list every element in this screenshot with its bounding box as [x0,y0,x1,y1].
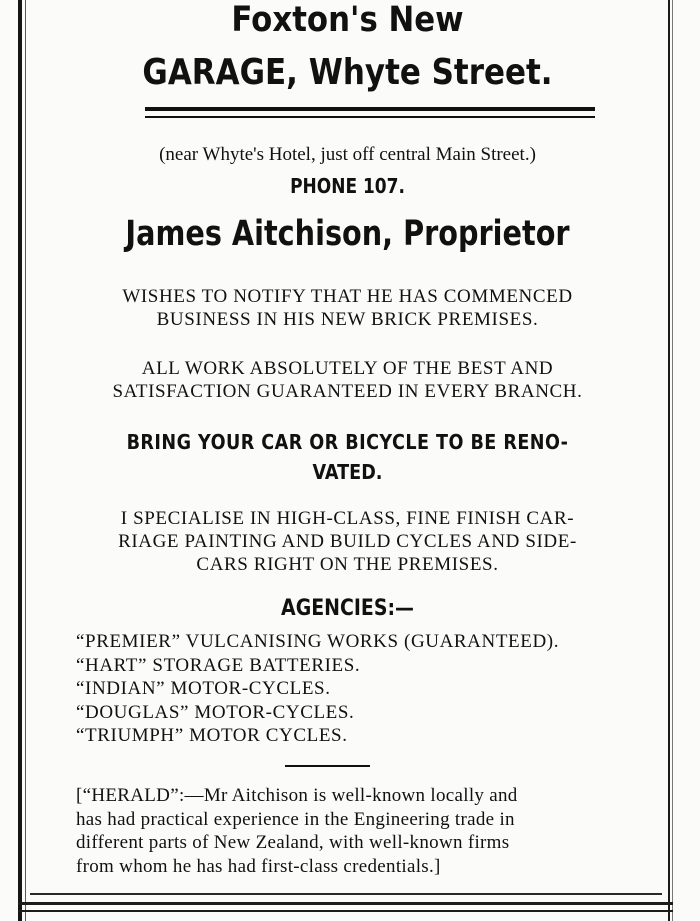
phone-number: PHONE 107. [290,174,405,198]
agency-item: “DOUGLAS” MOTOR-CYCLES. [76,701,355,723]
herald-line: has had practical experience in the Engineering trade in [76,808,515,830]
agencies-list [76,630,666,748]
bottom-border [18,902,673,905]
renovation-line: VATED. [312,460,383,484]
left-column-rule [18,0,22,921]
address-line: (near Whyte's Hotel, just off central Main Street.) [159,144,536,165]
guarantee-line: ALL WORK ABSOLUTELY OF THE BEST AND [141,358,554,379]
guarantee-paragraph [40,357,655,403]
agency-item: “PREMIER” VULCANISING WORKS (GUARANTEED). [76,631,560,652]
notice-line: BUSINESS IN HIS NEW BRICK PREMISES. [156,309,539,330]
herald-line: different parts of New Zealand, with well-known firms [76,832,510,853]
herald-line: from whom he has had first-class credentials.] [76,855,441,877]
specialty-paragraph [40,507,655,576]
notice-line: WISHES TO NOTIFY THAT HE HAS COMMENCED [122,286,573,307]
section-divider [285,765,370,767]
bottom-border-lower [18,910,673,912]
right-column-rule [668,0,670,921]
headline-rule-thick [145,107,595,111]
right-column-rule-thin [672,0,673,921]
specialty-line: CARS RIGHT ON THE PREMISES. [196,554,499,575]
herald-line: [“HERALD”:—Mr Aitchison is well-known locally and [76,785,518,806]
herald-note [76,784,636,878]
specialty-line: RIAGE PAINTING AND BUILD CYCLES AND SIDE- [118,531,577,552]
renovation-line: BRING YOUR CAR OR BICYCLE TO BE RENO- [126,430,569,454]
proprietor-name: James Aitchison, Proprietor [125,214,570,254]
headline-line-1: Foxton's New [231,0,464,40]
guarantee-line: SATISFACTION GUARANTEED IN EVERY BRANCH. [112,381,583,402]
garage-advertisement [40,0,655,900]
agency-item: “INDIAN” MOTOR-CYCLES. [76,678,331,699]
headline-line-2: GARAGE, Whyte Street. [142,52,553,93]
notice-paragraph [40,285,655,331]
specialty-line: I SPECIALISE IN HIGH-CLASS, FINE FINISH CAR- [120,508,575,529]
agency-item: “HART” STORAGE BATTERIES. [76,654,361,676]
left-column-rule-thin [25,0,26,921]
agency-item: “TRIUMPH” MOTOR CYCLES. [76,725,348,746]
agencies-heading: AGENCIES:— [281,596,414,621]
headline-rule-thin [145,116,595,118]
renovation-callout [40,427,655,487]
